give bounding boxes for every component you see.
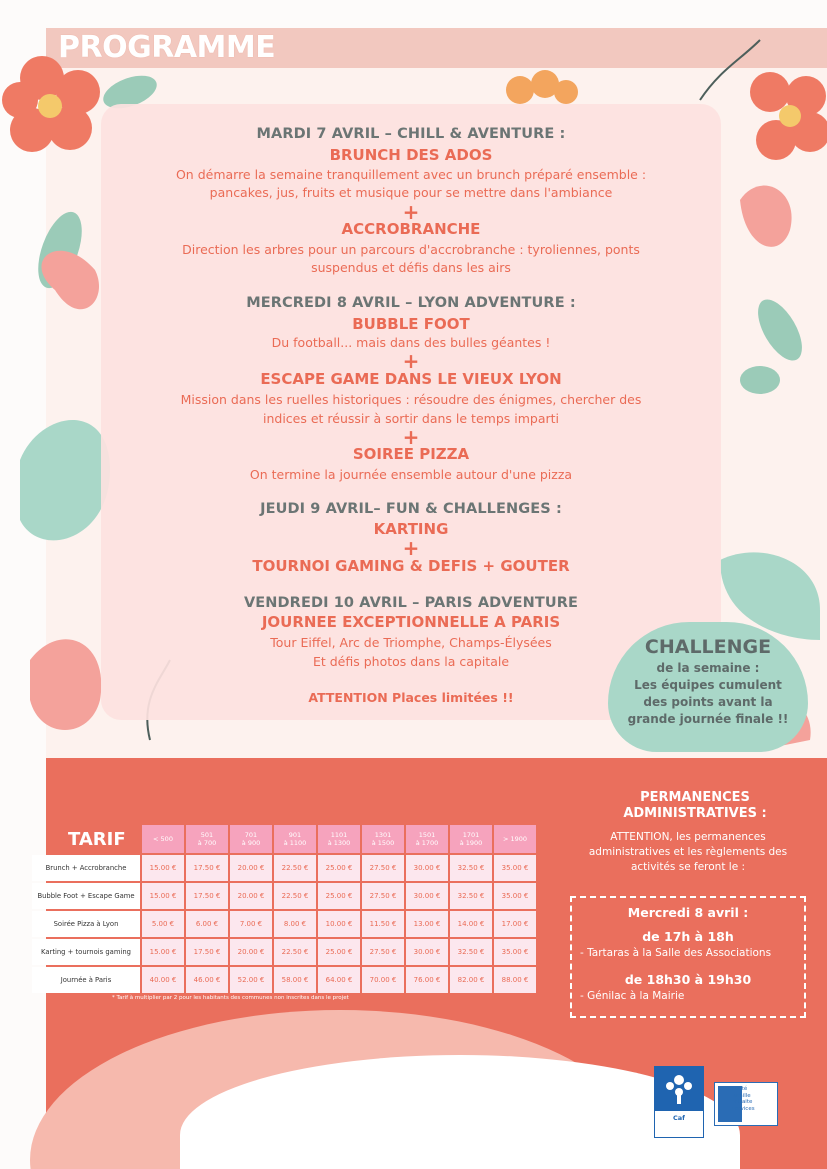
activity-description: Direction les arbres pour un parcours d'accrobranche : tyroliennes, ponts: [182, 242, 640, 257]
tarif-price-cell: 32.50 €: [450, 883, 492, 909]
tarif-price-cell: 15.00 €: [142, 883, 184, 909]
tarif-price-cell: 58.00 €: [274, 967, 316, 993]
msa-text-line: famille: [732, 1092, 751, 1099]
tarif-footnote: * Tarif à multiplier par 2 pour les habitants des communes non inscrites dans le projet: [112, 995, 349, 1001]
tarif-row-label: Bubble Foot + Escape Game: [32, 883, 140, 909]
activity-description: Et défis photos dans la capitale: [312, 654, 510, 669]
msa-text-line: santé: [732, 1086, 748, 1092]
tarif-price-cell: 88.00 €: [494, 967, 536, 993]
tarif-header-cell: 501 à 700: [186, 825, 228, 853]
tarif-price-cell: 32.50 €: [450, 855, 492, 881]
activity-description: indices et réussir à sortir dans le temps imparti: [262, 411, 559, 426]
tarif-price-cell: 25.00 €: [318, 939, 360, 965]
activity-bubble-foot: BUBBLE FOOT: [352, 315, 470, 333]
page-title: PROGRAMME: [58, 30, 276, 65]
tarif-price-cell: 22.50 €: [274, 939, 316, 965]
challenge-line: grande journée finale !!: [627, 712, 789, 726]
tarif-price-cell: 10.00 €: [318, 911, 360, 937]
permanence-slot-place: - Génilac à la Mairie: [580, 990, 685, 1002]
tarif-price-cell: 46.00 €: [186, 967, 228, 993]
tarif-price-cell: 15.00 €: [142, 939, 184, 965]
caf-logo-icon: [654, 1066, 704, 1138]
tarif-price-cell: 17.50 €: [186, 939, 228, 965]
activity-description: On termine la journée ensemble autour d'une pizza: [249, 467, 573, 482]
day-heading-thursday: JEUDI 9 AVRIL– FUN & CHALLENGES :: [260, 501, 562, 517]
permanence-date: Mercredi 8 avril :: [627, 905, 749, 920]
tarif-price-cell: 13.00 €: [406, 911, 448, 937]
tarif-header-cell: 901 à 1100: [274, 825, 316, 853]
tarif-row-label: Soirée Pizza à Lyon: [32, 911, 140, 937]
activity-description: suspendus et défis dans les airs: [311, 260, 511, 275]
activity-karting: KARTING: [373, 520, 449, 538]
tarif-price-cell: 35.00 €: [494, 939, 536, 965]
tarif-price-cell: 20.00 €: [230, 939, 272, 965]
activity-brunch: BRUNCH DES ADOS: [329, 146, 493, 164]
tarif-price-cell: 76.00 €: [406, 967, 448, 993]
tarif-header-cell: 1301 à 1500: [362, 825, 404, 853]
challenge-line: Les équipes cumulent: [634, 678, 782, 692]
tarif-price-cell: 25.00 €: [318, 883, 360, 909]
permanences-text-line: activités se feront le :: [630, 861, 746, 873]
day-heading-friday: VENDREDI 10 AVRIL – PARIS ADVENTURE: [243, 595, 578, 611]
tarif-price-cell: 40.00 €: [142, 967, 184, 993]
permanence-slot-time: de 17h à 18h: [642, 929, 734, 944]
tarif-header-cell: 1701 à 1900: [450, 825, 492, 853]
permanences-title: [580, 790, 810, 822]
activity-soiree-pizza: SOIREE PIZZA: [352, 445, 470, 463]
challenge-line: de la semaine :: [656, 661, 760, 675]
tarif-header-cell: 701 à 900: [230, 825, 272, 853]
tarif-header-cell: 1501 à 1700: [406, 825, 448, 853]
challenge-line: des points avant la: [643, 695, 773, 709]
permanences-text-line: ATTENTION, les permanences: [610, 831, 766, 843]
tarif-price-cell: 25.00 €: [318, 855, 360, 881]
caf-tree-icon: [654, 1066, 704, 1110]
permanences-title-line: PERMANENCES: [640, 790, 750, 805]
tarif-price-cell: 22.50 €: [274, 855, 316, 881]
activity-description: pancakes, jus, fruits et musique pour se mettre dans l'ambiance: [209, 185, 613, 200]
permanences-title-line: ADMINISTRATIVES :: [623, 806, 767, 821]
tarif-header-cell: < 500: [142, 825, 184, 853]
tarif-price-cell: 35.00 €: [494, 855, 536, 881]
activity-description: Du football... mais dans des bulles géantes !: [271, 335, 551, 350]
tarif-price-cell: 30.00 €: [406, 939, 448, 965]
tarif-price-cell: 20.00 €: [230, 883, 272, 909]
tarif-row: [32, 911, 536, 937]
tarif-price-cell: 22.50 €: [274, 883, 316, 909]
activity-escape-game: ESCAPE GAME DANS LE VIEUX LYON: [260, 370, 562, 388]
day-heading-wednesday: MERCREDI 8 AVRIL – LYON ADVENTURE :: [246, 295, 576, 311]
tarif-price-cell: 27.50 €: [362, 855, 404, 881]
tarif-price-cell: 20.00 €: [230, 855, 272, 881]
challenge-title: CHALLENGE: [644, 636, 772, 658]
tarif-price-cell: 14.00 €: [450, 911, 492, 937]
activity-description: Tour Eiffel, Arc de Triomphe, Champs-Élysées: [270, 635, 552, 650]
permanences-text: [568, 830, 808, 875]
msa-logo-text: [732, 1086, 782, 1112]
attention-notice: ATTENTION Places limitées !!: [308, 690, 514, 705]
tarif-price-cell: 35.00 €: [494, 883, 536, 909]
tarif-price-cell: 30.00 €: [406, 883, 448, 909]
tarif-row: [32, 967, 536, 993]
caf-logo-text: Caf: [673, 1114, 685, 1122]
permanence-slot-place: - Tartaras à la Salle des Associations: [580, 947, 772, 959]
tarif-price-cell: 7.00 €: [230, 911, 272, 937]
tarif-price-cell: 70.00 €: [362, 967, 404, 993]
tarif-row: [32, 939, 536, 965]
plus-sign: +: [402, 425, 420, 449]
tarif-price-cell: 6.00 €: [186, 911, 228, 937]
tarif-price-cell: 64.00 €: [318, 967, 360, 993]
plus-sign: +: [402, 349, 420, 373]
tarif-price-cell: 32.50 €: [450, 939, 492, 965]
tarif-row-label: Journée à Paris: [32, 967, 140, 993]
day-heading-tuesday: MARDI 7 AVRIL – CHILL & AVENTURE :: [256, 126, 566, 142]
msa-text-line: retraite: [732, 1099, 753, 1105]
plus-sign: +: [402, 200, 420, 224]
tarif-header-cell: 1101 à 1300: [318, 825, 360, 853]
tarif-row: [32, 883, 536, 909]
tarif-price-cell: 8.00 €: [274, 911, 316, 937]
tarif-row-label: Brunch + Accrobranche: [32, 855, 140, 881]
tarif-price-cell: 17.50 €: [186, 855, 228, 881]
msa-text-line: services: [732, 1105, 755, 1112]
challenge-text: [610, 660, 806, 728]
activity-description: Mission dans les ruelles historiques : résoudre des énigmes, chercher des: [180, 392, 642, 407]
activity-paris: JOURNEE EXCEPTIONNELLE A PARIS: [261, 613, 561, 631]
tarif-price-cell: 15.00 €: [142, 855, 184, 881]
permanence-slot-time: de 18h30 à 19h30: [624, 972, 752, 987]
tarif-price-cell: 5.00 €: [142, 911, 184, 937]
tarif-price-cell: 17.50 €: [186, 883, 228, 909]
tarif-price-cell: 52.00 €: [230, 967, 272, 993]
permanences-text-line: administratives et les règlements des: [588, 846, 788, 858]
plus-sign: +: [402, 536, 420, 560]
tarif-price-cell: 11.50 €: [362, 911, 404, 937]
tarif-price-cell: 30.00 €: [406, 855, 448, 881]
activity-tournoi-gaming: TOURNOI GAMING & DEFIS + GOUTER: [252, 557, 570, 575]
tarif-price-cell: 82.00 €: [450, 967, 492, 993]
tarif-header-cell: > 1900: [494, 825, 536, 853]
tarif-price-cell: 17.00 €: [494, 911, 536, 937]
tarif-price-cell: 27.50 €: [362, 939, 404, 965]
tarif-price-cell: 27.50 €: [362, 883, 404, 909]
activity-accrobranche: ACCROBRANCHE: [341, 220, 481, 238]
activity-description: On démarre la semaine tranquillement avec un brunch préparé ensemble :: [175, 167, 647, 182]
tarif-row-label: Karting + tournois gaming: [32, 939, 140, 965]
tarif-title: TARIF: [68, 829, 126, 850]
tarif-row: [32, 855, 536, 881]
